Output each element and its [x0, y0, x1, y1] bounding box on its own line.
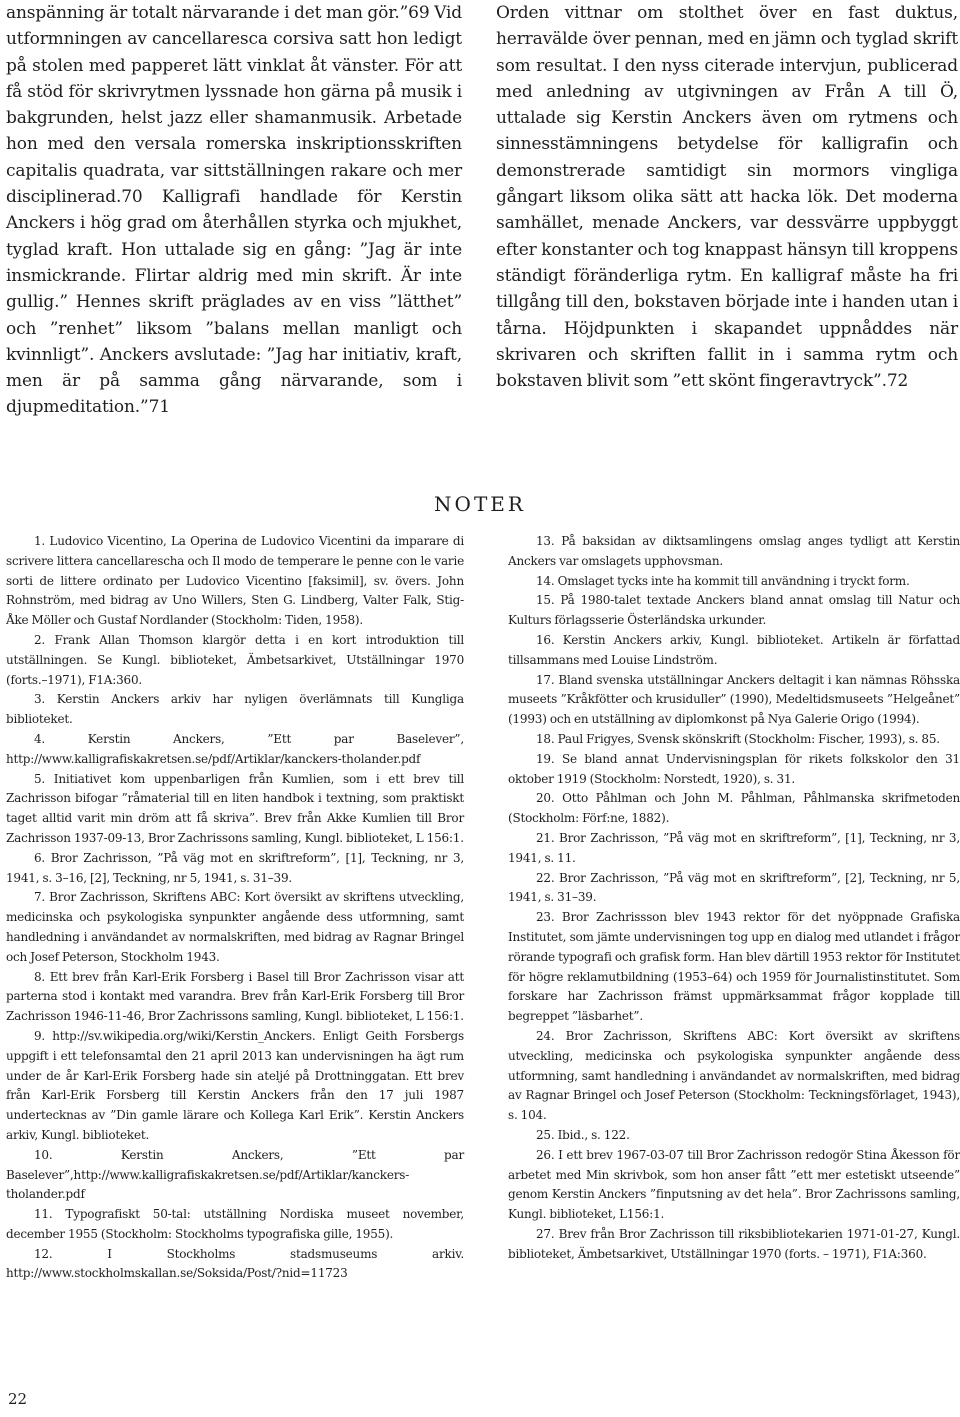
note-2: 2. Frank Allan Thomson klargör detta i en kort introduktion till utställningen. Se Kungl. biblioteket, Ämbetsarkivet, Utställningar 1970 (forts.–1971), F1A:360.	[6, 632, 464, 687]
note-7: 7. Bror Zachrisson, Skriftens ABC: Kort översikt av skriftens utveckling, medicinska och psykologiska synpunkter angående dess utformning, samt handledning i användandet av normalskriften, med bidrag av Ragnar Bringel och Josef Peterson, Stockholm 1943.	[6, 890, 464, 964]
note-19: 19. Se bland annat Undervisningsplan för rikets folkskolor den 31 oktober 1919 (Stockholm: Norstedt, 1920), s. 31.	[508, 751, 960, 786]
note-13: 13. På baksidan av diktsamlingens omslag anges tydligt att Kerstin Anckers var omslagets upphovsman.	[508, 534, 960, 568]
body-paragraph-left: anspänning är totalt närvarande i det man gör.”69 Vid utformningen av cancellaresca corsiva satt hon ledigt på stolen med papperet lätt vinklat åt vänster. För att få stöd för skrivrytmen lyssnade hon gärna på musik i bakgrunden, helst jazz eller shamanmusik. Arbetade hon med den versala romerska inskriptionsskriften capitalis quadrata, var sittställningen rakare och mer disciplinerad.70 Kalligrafi handlade för Kerstin Anckers i hög grad om återhållen styrka och mjukhet, tyglad kraft. Hon uttalade sig en gång: ”Jag är inte insmickrande. Flirtar aldrig med min skrift. Är inte gullig.” Hennes skrift präglades av en viss ”lätthet” och ”renhet” liksom ”balans mellan manligt och kvinnligt”. Anckers avslutade: ”Jag har initiativ, kraft, men är på samma gång närvarande, som i djupmeditation.”71	[6, 3, 462, 418]
note-14: 14. Omslaget tycks inte ha kommit till användning i tryckt form.	[536, 573, 910, 588]
note-10: 10. Kerstin Anckers, ”Ett par Baselever”,http://www.kalligrafiskakretsen.se/pdf/Artiklar/kanckers-tholander.pdf	[6, 1147, 464, 1202]
note-8: 8. Ett brev från Karl-Erik Forsberg i Basel till Bror Zachrisson visar att parterna stod i kontakt med varandra. Brev från Karl-Erik Forsberg till Bror Zachrisson 1946-11-46, Bror Zachrissons samling, Kungl. biblioteket, L 156:1.	[6, 969, 464, 1024]
note-12: 12. I Stockholms stadsmuseums arkiv. http://www.stockholmskallan.se/Soksida/Post/?nid=11723	[6, 1246, 464, 1281]
note-16: 16. Kerstin Anckers arkiv, Kungl. biblioteket. Artikeln är författad tillsammans med Louise Lindström.	[508, 632, 960, 667]
note-15: 15. På 1980-talet textade Anckers bland annat omslag till Natur och Kulturs förlagsserie Österländska urkunder.	[508, 593, 960, 628]
note-4: 4. Kerstin Anckers, ”Ett par Baselever”, http://www.kalligrafiskakretsen.se/pdf/Artiklar/kanckers-tholander.pdf	[6, 731, 464, 766]
notes-column-left	[6, 532, 464, 1284]
note-22: 22. Bror Zachrisson, ”På väg mot en skriftreform”, [2], Teckning, nr 5, 1941, s. 31–39.	[508, 870, 960, 905]
note-20: 20. Otto Påhlman och John M. Påhlman, Påhlmanska skrifmetoden (Stockholm: Förf:ne, 1882).	[508, 791, 960, 826]
note-25: 25. Ibid., s. 122.	[536, 1127, 630, 1142]
note-26: 26. I ett brev 1967-03-07 till Bror Zachrisson redogör Stina Åkesson för arbetet med Min skrivbok, som hon anser fått ”ett mer estetiskt utseende” genom Kerstin Anckers ”finputsning av det hela”. Bror Zachrissons samling, Kungl. biblioteket, L156:1.	[508, 1147, 960, 1222]
notes-heading: NOTER	[434, 492, 526, 516]
body-paragraph-right: Orden vittnar om stolthet över en fast duktus, herravälde över pennan, med en jämn och tyglad skrift som resultat. I den nyss citerade intervjun, publicerad med anledning av utgivningen av Från A till Ö, uttalade sig Kerstin Anckers även om rytmens och sinnesstämningens betydelse för kalligrafin och demonstrerade samtidigt sin mormors vingliga gångart liksom olika sätt att hacka lök. Det moderna samhället, menade Anckers, var dessvärre uppbyggt efter konstanter och tog knappast hänsyn till kroppens ständigt föränderliga rytm. En kalligraf måste ha fri tillgång till den, bokstaven började inte i handen utan i tårna. Höjdpunkten i skapandet uppnåddes när skrivaren och skriften fallit in i samma rytm och bokstaven blivit som ”ett skönt fingeravtryck”.72	[496, 3, 958, 392]
note-3: 3. Kerstin Anckers arkiv har nyligen överlämnats till Kungliga biblioteket.	[6, 692, 464, 727]
note-9: 9. http://sv.wikipedia.org/wiki/Kerstin_Anckers. Enligt Geith Forsbergs uppgift i ett telefonsamtal den 21 april 2013 kan undervisningen ha ägt rum under de år Karl-Erik Forsberg hade sin ateljé på Drottninggatan. Ett brev från Karl-Erik Forsberg till Kerstin Anckers från den 17 juli 1987 undertecknas av ”Din gamle lärare och Kollega Karl Erik”. Kerstin Anckers arkiv, Kungl. biblioteket.	[6, 1028, 464, 1142]
note-21: 21. Bror Zachrisson, ”På väg mot en skriftreform”, [1], Teckning, nr 3, 1941, s. 11.	[508, 830, 960, 865]
note-27: 27. Brev från Bror Zachrisson till riksbibliotekarien 1971-01-27, Kungl. biblioteket, Ämbetsarkivet, Utställningar 1970 (forts. – 1971), F1A:360.	[508, 1226, 960, 1261]
note-24: 24. Bror Zachrisson, Skriftens ABC: Kort översikt av skriftens utveckling, medicinska och psykologiska synpunkter angående dess utformning, samt handledning i användandet av normalskriften, med bidrag av Ragnar Bringel och Josef Peterson (Stockholm: Teckningsförlaget, 1943), s. 104.	[508, 1028, 960, 1123]
note-1: 1. Ludovico Vicentino, La Operina de Ludovico Vicentini da imparare di scrivere littera cancellarescha och Il modo de temperare le penne con le varie sorti de littere ordinato per Ludovico Vicentino [faksimil], sv. övers. John Rohnström, med bidrag av Uno Willers, Sten G. Lindberg, Valter Falk, Stig-Åke Möller och Gustaf Nordlander (Stockholm: Tiden, 1958).	[6, 534, 464, 628]
note-18: 18. Paul Frigyes, Svensk skönskrift (Stockholm: Fischer, 1993), s. 85.	[536, 731, 940, 746]
note-11: 11. Typografiskt 50-tal: utställning Nordiska museet november, december 1955 (Stockholm: Stockholms typografiska gille, 1955).	[6, 1207, 464, 1241]
body-column-left	[6, 0, 462, 421]
body-column-right	[496, 0, 958, 394]
notes-column-right	[508, 532, 960, 1264]
note-23: 23. Bror Zachrissson blev 1943 rektor för det nyöppnade Grafiska Institutet, som jämte undervisningen tog upp en dialog med utlandet i frågor rörande typografi och grafisk form. Han blev därtill 1953 rektor för Institutet för högre reklamutbildning (1953–64) och 1959 för Journalistinstitutet. Som forskare har Zachrisson främst uppmärksammat frågor kopplade till begreppet ”läsbarhet”.	[508, 910, 960, 1024]
page-number: 22	[8, 1390, 28, 1408]
note-5: 5. Initiativet kom uppenbarligen från Kumlien, som i ett brev till Zachrisson bifogar ”råmaterial till en liten handbok i textning, som praktiskt taget alltid varit min dröm att få skriva”. Brev från Akke Kumlien till Bror Zachrisson 1937-09-13, Bror Zachrissons samling, Kungl. biblioteket, L 156:1.	[6, 771, 464, 845]
note-17: 17. Bland svenska utställningar Anckers deltagit i kan nämnas Röhsska museets ”Kråkfötter och krusiduller” (1990), Medeltidsmuseets ”Helgeånet” (1993) och en utställning av diplomkonst på Nya Galerie Origo (1994).	[508, 672, 960, 727]
note-6: 6. Bror Zachrisson, ”På väg mot en skriftreform”, [1], Teckning, nr 3, 1941, s. 3–16, [2], Teckning, nr 5, 1941, s. 31–39.	[6, 850, 464, 885]
